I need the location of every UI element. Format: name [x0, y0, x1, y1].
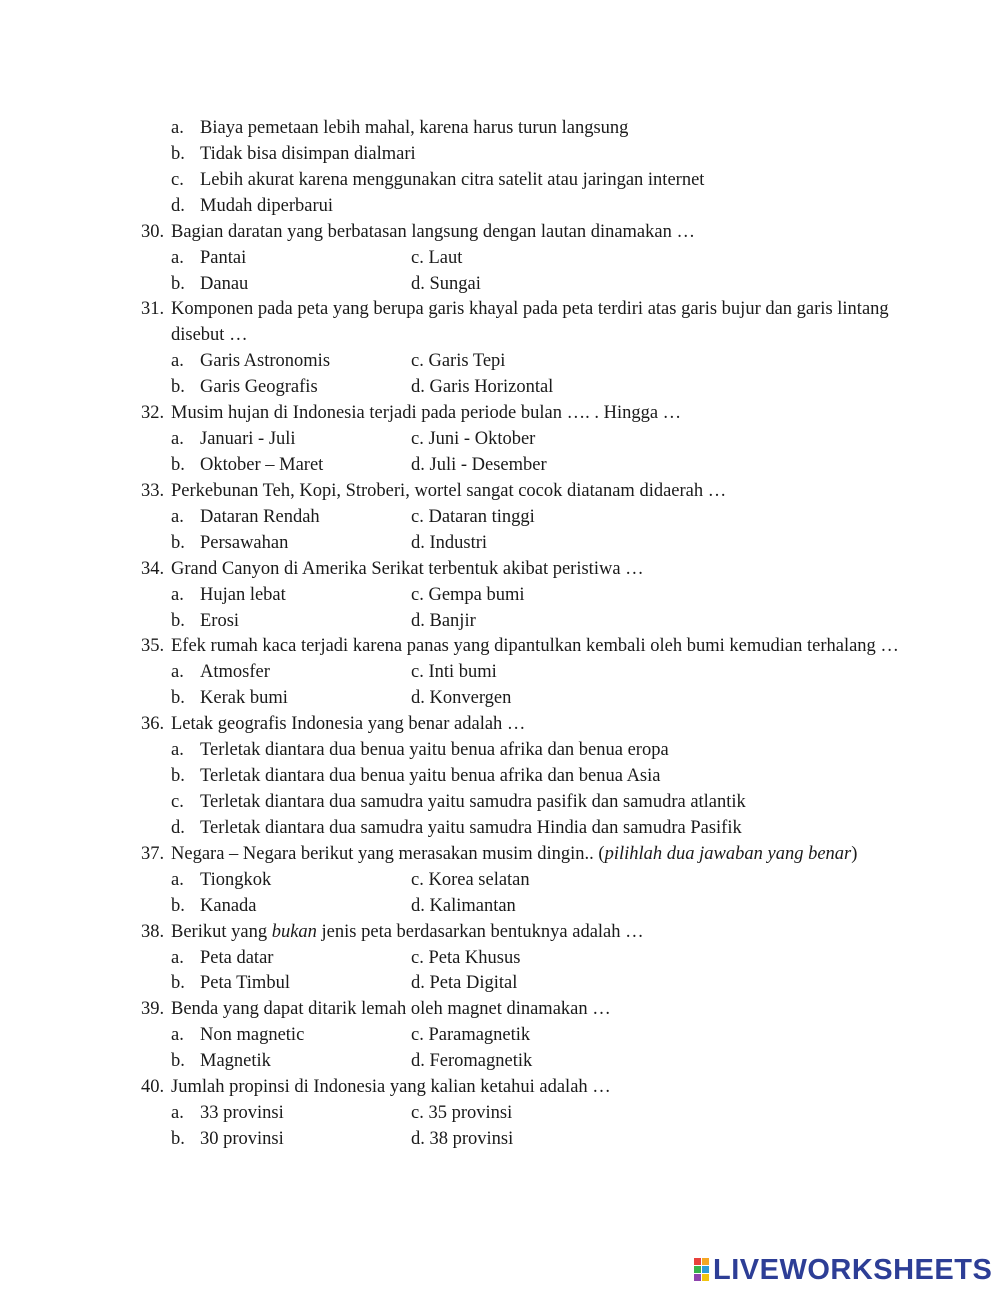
option-line	[0, 1127, 1000, 1153]
question-text-after: jenis peta berdasarkan bentuknya adalah …	[316, 921, 644, 942]
option-text-right: c. Juni - Oktober	[411, 429, 536, 450]
option-line	[0, 116, 1000, 142]
question-text	[171, 920, 644, 946]
question-text	[171, 634, 899, 660]
option-letter: b.	[171, 1051, 185, 1072]
option-letter: a.	[171, 118, 184, 138]
option-text: Januari - Juli	[200, 429, 296, 450]
option-letter: c.	[171, 169, 184, 190]
question-text	[171, 557, 644, 583]
question-text-main: Bagian daratan yang berbatasan langsung dengan lautan dinamakan …	[171, 221, 695, 242]
option-text: Lebih akurat karena menggunakan citra satelit atau jaringan internet	[200, 169, 705, 190]
liveworksheets-logo	[694, 1253, 992, 1287]
option-line	[0, 1049, 1000, 1075]
option-letter: b.	[171, 895, 185, 916]
option-text: Oktober – Maret	[200, 454, 324, 475]
option-text: Erosi	[200, 610, 240, 631]
option-line	[0, 971, 1000, 997]
option-line	[0, 246, 1000, 272]
option-text: Persawahan	[200, 532, 289, 553]
option-text-right: d. Sungai	[411, 273, 481, 294]
option-text-right: d. Kalimantan	[411, 895, 516, 916]
option-letter: a.	[171, 429, 184, 450]
question-line	[0, 634, 1000, 660]
option-letter: a.	[171, 1103, 184, 1124]
option-text: Hujan lebat	[200, 584, 286, 605]
option-text-right: c. Inti bumi	[411, 662, 497, 683]
option-letter: b.	[171, 1128, 185, 1149]
question-text	[171, 997, 611, 1023]
option-letter: a.	[171, 869, 184, 890]
option-line	[0, 816, 1000, 842]
question-line	[0, 920, 1000, 946]
option-text: Dataran Rendah	[200, 506, 320, 527]
option-line	[0, 686, 1000, 712]
option-text-right: c. 35 provinsi	[411, 1103, 513, 1124]
question-text-main: Perkebunan Teh, Kopi, Stroberi, wortel sangat cocok diatanam didaerah …	[171, 480, 727, 501]
question-number: 34.	[141, 558, 165, 579]
option-letter: b.	[171, 532, 185, 553]
option-line	[0, 583, 1000, 609]
option-text-right: c. Laut	[411, 247, 463, 268]
option-line	[0, 946, 1000, 972]
question-text-emphasis: pilihlah dua jawaban yang benar	[604, 843, 852, 864]
option-text: Terletak diantara dua benua yaitu benua afrika dan benua eropa	[200, 740, 669, 761]
option-letter: b.	[171, 143, 185, 164]
logo-square	[694, 1266, 701, 1273]
option-text-right: c. Gempa bumi	[411, 584, 525, 605]
option-text: Garis Astronomis	[200, 351, 331, 372]
option-line	[0, 349, 1000, 375]
option-letter: a.	[171, 247, 184, 268]
question-number: 40.	[141, 1077, 165, 1098]
question-line	[0, 220, 1000, 246]
question-text-main: Musim hujan di Indonesia terjadi pada periode bulan …. . Hingga …	[171, 403, 682, 424]
option-text-right: d. Industri	[411, 532, 488, 553]
question-number: 35.	[141, 636, 165, 657]
option-text: Kanada	[200, 895, 257, 916]
question-line	[0, 479, 1000, 505]
option-text: Peta datar	[200, 947, 274, 968]
question-text-main: Negara – Negara berikut yang merasakan musim dingin.. (	[171, 843, 605, 864]
option-line	[0, 790, 1000, 816]
option-line	[0, 531, 1000, 557]
option-line	[0, 764, 1000, 790]
question-line	[0, 401, 1000, 427]
question-line	[0, 712, 1000, 738]
question-line	[0, 1075, 1000, 1101]
option-text-right: d. Juli - Desember	[411, 454, 547, 475]
question-number: 31.	[141, 299, 165, 320]
option-letter: b.	[171, 377, 185, 398]
option-line	[0, 168, 1000, 194]
option-text: Non magnetic	[200, 1025, 305, 1046]
question-number: 32.	[141, 403, 165, 424]
option-text-right: c. Korea selatan	[411, 869, 530, 890]
question-text-main: Efek rumah kaca terjadi karena panas yang dipantulkan kembali oleh bumi kemudian terhalang …	[171, 636, 899, 657]
option-text: Mudah diperbarui	[200, 195, 334, 216]
option-text-right: c. Peta Khusus	[411, 947, 521, 968]
option-line	[0, 375, 1000, 401]
option-line	[0, 142, 1000, 168]
option-line	[0, 738, 1000, 764]
option-text-right: d. Konvergen	[411, 688, 512, 709]
liveworksheets-logo-icon	[694, 1258, 710, 1282]
option-letter: d.	[171, 195, 185, 216]
option-letter: b.	[171, 688, 185, 709]
question-number: 30.	[141, 221, 165, 242]
option-text: Peta Timbul	[200, 973, 290, 994]
question-number: 38.	[141, 921, 165, 942]
question-line-continued	[0, 323, 1000, 349]
logo-square	[702, 1274, 709, 1281]
logo-square	[702, 1266, 709, 1273]
option-letter: a.	[171, 506, 184, 527]
option-letter: d.	[171, 817, 185, 838]
option-text-right: d. Garis Horizontal	[411, 377, 554, 398]
question-line	[0, 842, 1000, 868]
option-text-right: d. 38 provinsi	[411, 1128, 514, 1149]
option-letter: b.	[171, 610, 185, 631]
option-line	[0, 609, 1000, 635]
option-text: Terletak diantara dua benua yaitu benua afrika dan benua Asia	[200, 766, 661, 787]
question-text-main: Komponen pada peta yang berupa garis khayal pada peta terdiri atas garis bujur dan garis lintang	[171, 299, 889, 320]
option-text-right: c. Dataran tinggi	[411, 506, 535, 527]
option-text: Terletak diantara dua samudra yaitu samudra pasifik dan samudra atlantik	[200, 791, 746, 812]
option-line	[0, 194, 1000, 220]
question-number: 37.	[141, 843, 165, 864]
question-text-after: )	[851, 843, 858, 864]
option-letter: b.	[171, 973, 185, 994]
question-text	[171, 1075, 611, 1101]
option-letter: a.	[171, 351, 184, 372]
logo-square	[694, 1274, 701, 1281]
question-text	[171, 297, 889, 323]
question-text	[171, 479, 726, 505]
question-line	[0, 557, 1000, 583]
option-text: Magnetik	[200, 1051, 271, 1072]
option-text: Terletak diantara dua samudra yaitu samudra Hindia dan samudra Pasifik	[200, 817, 742, 838]
question-text-main: Berikut yang	[171, 921, 272, 942]
worksheet-page	[0, 116, 1000, 1153]
option-line	[0, 505, 1000, 531]
question-text	[171, 842, 857, 868]
option-line	[0, 894, 1000, 920]
option-text-right: d. Feromagnetik	[411, 1051, 533, 1072]
option-text-right: d. Peta Digital	[411, 973, 518, 994]
option-letter: a.	[171, 662, 184, 683]
logo-square	[702, 1258, 709, 1265]
question-line	[0, 997, 1000, 1023]
liveworksheets-logo-text: LIVEWORKSHEETS	[713, 1253, 993, 1286]
question-text-main: Grand Canyon di Amerika Serikat terbentuk akibat peristiwa …	[171, 558, 644, 579]
option-line	[0, 660, 1000, 686]
option-letter: b.	[171, 454, 185, 475]
question-number: 33.	[141, 480, 165, 501]
option-letter: c.	[171, 791, 184, 812]
question-text-emphasis: bukan	[271, 921, 317, 942]
option-line	[0, 868, 1000, 894]
option-line	[0, 1023, 1000, 1049]
option-text: 30 provinsi	[200, 1128, 284, 1149]
option-line	[0, 272, 1000, 298]
option-text-right: c. Paramagnetik	[411, 1025, 531, 1046]
option-text: Pantai	[200, 247, 247, 268]
option-line	[0, 1101, 1000, 1127]
option-letter: a.	[171, 1025, 184, 1046]
option-text: Kerak bumi	[200, 688, 288, 709]
question-line	[0, 297, 1000, 323]
question-text	[171, 220, 695, 246]
option-text: Tiongkok	[200, 869, 272, 890]
option-text: 33 provinsi	[200, 1103, 284, 1124]
option-line	[0, 427, 1000, 453]
option-letter: a.	[171, 947, 184, 968]
option-letter: a.	[171, 584, 184, 605]
option-text: Garis Geografis	[200, 377, 318, 398]
option-letter: b.	[171, 766, 185, 787]
option-text-right: c. Garis Tepi	[411, 351, 506, 372]
option-line	[0, 453, 1000, 479]
question-text-main: Letak geografis Indonesia yang benar adalah …	[171, 714, 526, 735]
question-text-main: Jumlah propinsi di Indonesia yang kalian ketahui adalah …	[171, 1077, 611, 1098]
question-text-continued: disebut …	[171, 325, 248, 346]
question-text	[171, 401, 681, 427]
question-number: 39.	[141, 999, 165, 1020]
question-number: 36.	[141, 714, 165, 735]
logo-square	[694, 1258, 701, 1265]
option-text: Tidak bisa disimpan dialmari	[200, 143, 416, 164]
option-text: Atmosfer	[200, 662, 270, 683]
option-letter: b.	[171, 273, 185, 294]
option-letter: a.	[171, 740, 184, 761]
question-text	[171, 712, 525, 738]
option-text: Biaya pemetaan lebih mahal, karena harus turun langsung	[200, 118, 629, 138]
option-text: Danau	[200, 273, 249, 294]
question-text-main: Benda yang dapat ditarik lemah oleh magnet dinamakan …	[171, 999, 611, 1020]
option-text-right: d. Banjir	[411, 610, 476, 631]
